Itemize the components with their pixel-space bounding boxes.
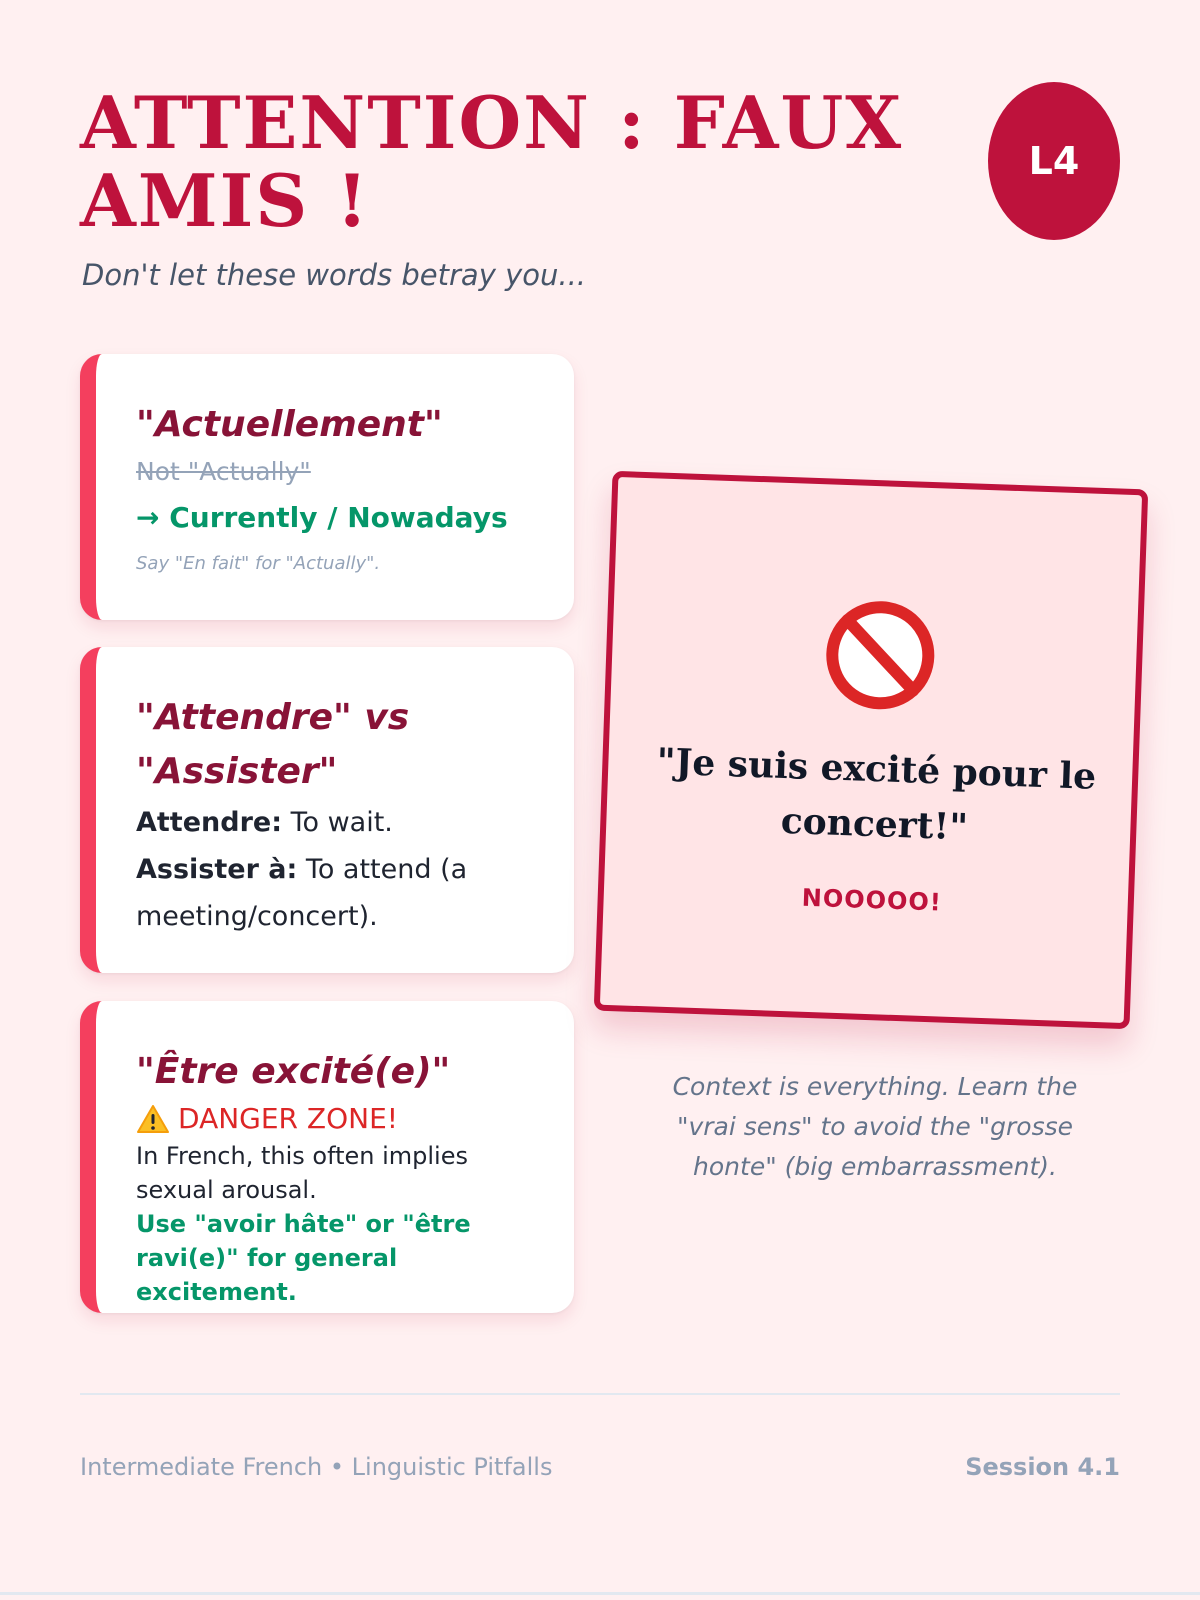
example-quote-card xyxy=(594,471,1149,1029)
definition-text: To wait. xyxy=(282,807,393,838)
prohibited-icon xyxy=(822,597,938,713)
definition-word: Assister à: xyxy=(136,854,298,885)
footer-divider xyxy=(80,1393,1120,1395)
card-definition xyxy=(136,846,544,940)
bottom-divider xyxy=(0,1592,1200,1595)
page-subtitle: Don't let these words betray you... xyxy=(82,258,587,292)
card-term: "Être excité(e)" xyxy=(136,1051,451,1092)
danger-label xyxy=(136,1099,544,1139)
warning-icon xyxy=(136,1104,170,1134)
page-title: ATTENTION : FAUX AMIS ! xyxy=(80,80,904,243)
card-true-meaning: → Currently / Nowadays xyxy=(136,501,508,534)
card-false-meaning: Not "Actually" xyxy=(136,457,311,486)
card-definition xyxy=(136,799,544,846)
faux-ami-card-attendre xyxy=(80,647,574,973)
definition-text: To attend (a meeting/concert). xyxy=(136,854,468,932)
card-advice: Use "avoir hâte" or "être ravi(e)" for general excitement. xyxy=(136,1210,471,1306)
context-note: Context is everything. Learn the "vrai sens" to avoid the "grosse honte" (big embarrassment). xyxy=(672,1072,1078,1181)
footer-course: Intermediate French • Linguistic Pitfalls xyxy=(80,1453,553,1481)
lesson-badge: L4 xyxy=(988,82,1120,240)
card-term: "Actuellement" xyxy=(136,404,443,445)
definition-word: Attendre: xyxy=(136,807,282,838)
faux-ami-card-excite xyxy=(80,1001,574,1313)
reaction-text: NOOOOO! xyxy=(801,883,943,917)
faux-ami-card-actuellement xyxy=(80,354,574,620)
card-tip: Say "En fait" for "Actually". xyxy=(136,553,381,574)
example-quote: "Je suis excité pour le concert!" xyxy=(655,740,1097,849)
card-body: In French, this often implies sexual arousal. xyxy=(136,1142,468,1204)
danger-text: DANGER ZONE! xyxy=(178,1102,398,1135)
card-term: "Attendre" vs "Assister" xyxy=(136,697,410,792)
footer-session: Session 4.1 xyxy=(965,1453,1120,1481)
